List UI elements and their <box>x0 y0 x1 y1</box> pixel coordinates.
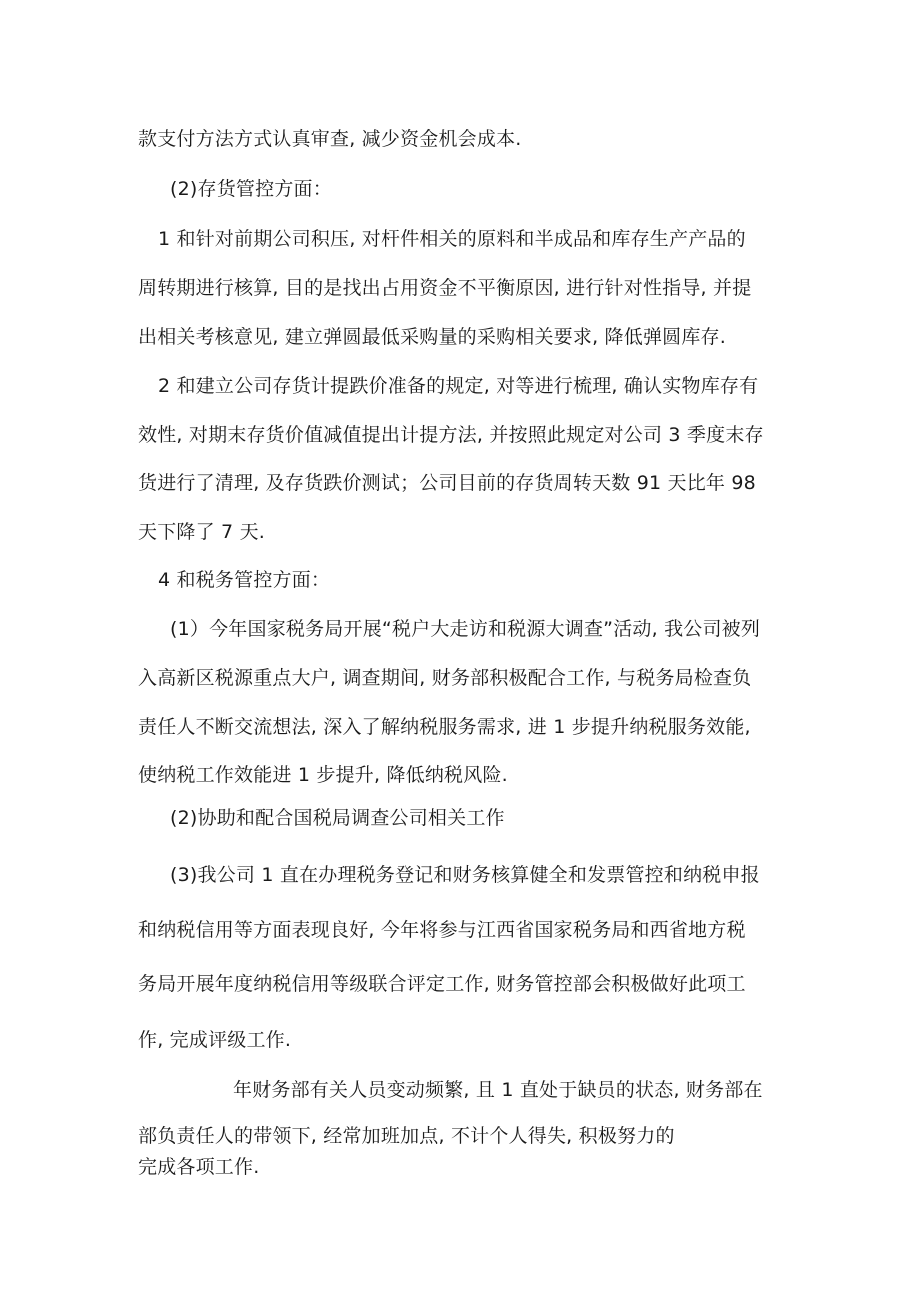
text-line-1: 款支付方法方式认真审查, 减少资金机会成本. <box>138 128 522 150</box>
text-line-19: 作, 完成评级工作. <box>138 1029 292 1051</box>
text-line-15: (2)协助和配合国税局调查公司相关工作 <box>170 807 505 829</box>
text-line-20: 年财务部有关人员变动频繁, 且 1 直处于缺员的状态, 财务部在 <box>233 1079 763 1101</box>
text-line-4: 周转期进行核算, 目的是找出占用资金不平衡原因, 进行针对性指导, 并提 <box>138 277 752 299</box>
text-line-22: 完成各项工作. <box>138 1156 260 1178</box>
text-line-17: 和纳税信用等方面表现良好, 今年将参与江西省国家税务局和西省地方税 <box>138 919 746 941</box>
text-line-18: 务局开展年度纳税信用等级联合评定工作, 财务管控部会积极做好此项工 <box>138 973 746 995</box>
text-line-7: 效性, 对期末存货价值减值提出计提方法, 并按照此规定对公司 3 季度末存 <box>138 424 764 446</box>
text-line-2: (2)存货管控方面： <box>170 178 332 200</box>
text-line-9: 天下降了 7 天. <box>138 521 266 543</box>
text-line-16: (3)我公司 1 直在办理税务登记和财务核算健全和发票管控和纳税申报 <box>170 864 760 886</box>
text-line-21: 部负责任人的带领下, 经常加班加点, 不计个人得失, 积极努力的 <box>138 1125 675 1147</box>
text-line-8: 货进行了清理, 及存货跌价测试；公司目前的存货周转天数 91 天比年 98 <box>138 472 756 494</box>
text-line-10: 4 和税务管控方面： <box>158 569 331 591</box>
text-line-12: 入高新区税源重点大户, 调查期间, 财务部积极配合工作, 与税务局检查负 <box>138 667 752 689</box>
text-line-14: 使纳税工作效能进 1 步提升, 降低纳税风险. <box>138 764 508 786</box>
text-line-6: 2 和建立公司存货计提跌价准备的规定, 对等进行梳理, 确认实物库存有 <box>158 375 759 397</box>
text-line-5: 出相关考核意见, 建立弹圆最低采购量的采购相关要求, 降低弹圆库存. <box>138 326 726 348</box>
text-line-3: 1 和针对前期公司积压, 对杆件相关的原料和半成品和库存生产产品的 <box>158 228 746 250</box>
text-line-11: (1）今年国家税务局开展“税户大走访和税源大调查”活动, 我公司被列 <box>170 618 761 640</box>
text-line-13: 责任人不断交流想法, 深入了解纳税服务需求, 进 1 步提升纳税服务效能, <box>138 716 751 738</box>
